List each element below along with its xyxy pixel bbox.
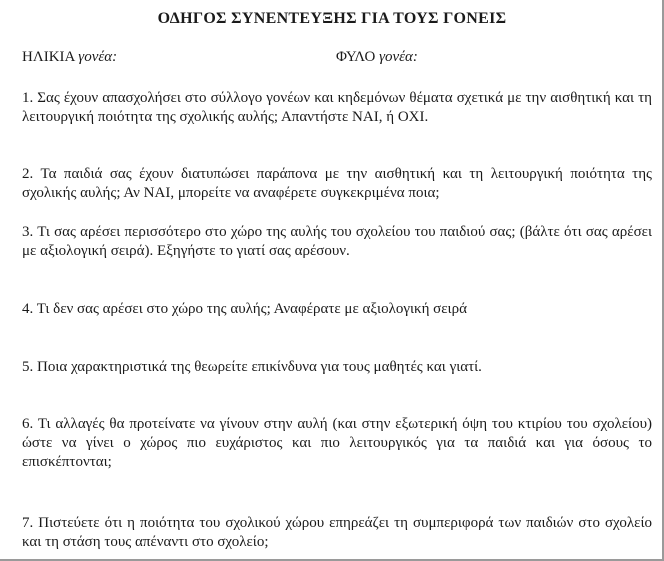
question-7: 7. Πιστεύετε ότι η ποιότητα του σχολικού χώρου επηρεάζει τη συμπεριφορά των παιδιών στο σχολείο και τη στάση τους απέναντι στο σχολείο; [22,515,652,550]
parent-age-field [22,49,117,66]
age-label-suffix: γονέα: [78,49,118,65]
parent-gender-field [336,49,418,66]
question-5: 5. Ποια χαρακτηριστικά της θεωρείτε επικίνδυνα για τους μαθητές και γιατί. [22,359,482,375]
question-1: 1. Σας έχουν απασχολήσει στο σύλλογο γονέων και κηδεμόνων θέματα σχετικά με την αισθητική και τη λειτουργική ποιότητα της σχολικής αυλής; Απαντήστε ΝΑΙ, ή ΟΧΙ. [22,90,652,125]
age-label: ΗΛΙΚΙΑ [22,49,75,65]
gender-label-suffix: γονέα: [379,49,418,65]
question-4: 4. Τι δεν σας αρέσει στο χώρο της αυλής; Αναφέρατε με αξιολογική σειρά [22,301,467,317]
question-2: 2. Τα παιδιά σας έχουν διατυπώσει παράπονα με την αισθητική και τη λειτουργική ποιότητα της σχολικής αυλής; Αν ΝΑΙ, μπορείτε να αναφέρετε συγκεκριμένα ποια; [22,166,652,201]
question-6: 6. Τι αλλαγές θα προτείνατε να γίνουν στην αυλή (και στην εξωτερική όψη του κτιρίου του σχολείου) ώστε να γίνει ο χώρος πιο ευχάριστος και πιο λειτουργικός για τα παιδιά και για όσους το επισκέπτονται; [22,416,652,470]
gender-label: ΦΥΛΟ [336,49,376,65]
question-3: 3. Τι σας αρέσει περισσότερο στο χώρο της αυλής του σχολείου του παιδιού σας; (βάλτε ότι σας αρέσει με αξιολογική σειρά). Εξηγήστε το γιατί σας αρέσουν. [22,224,652,259]
document-title: ΟΔΗΓΟΣ ΣΥΝΕΝΤΕΥΞΗΣ ΓΙΑ ΤΟΥΣ ΓΟΝΕΙΣ [157,10,507,27]
